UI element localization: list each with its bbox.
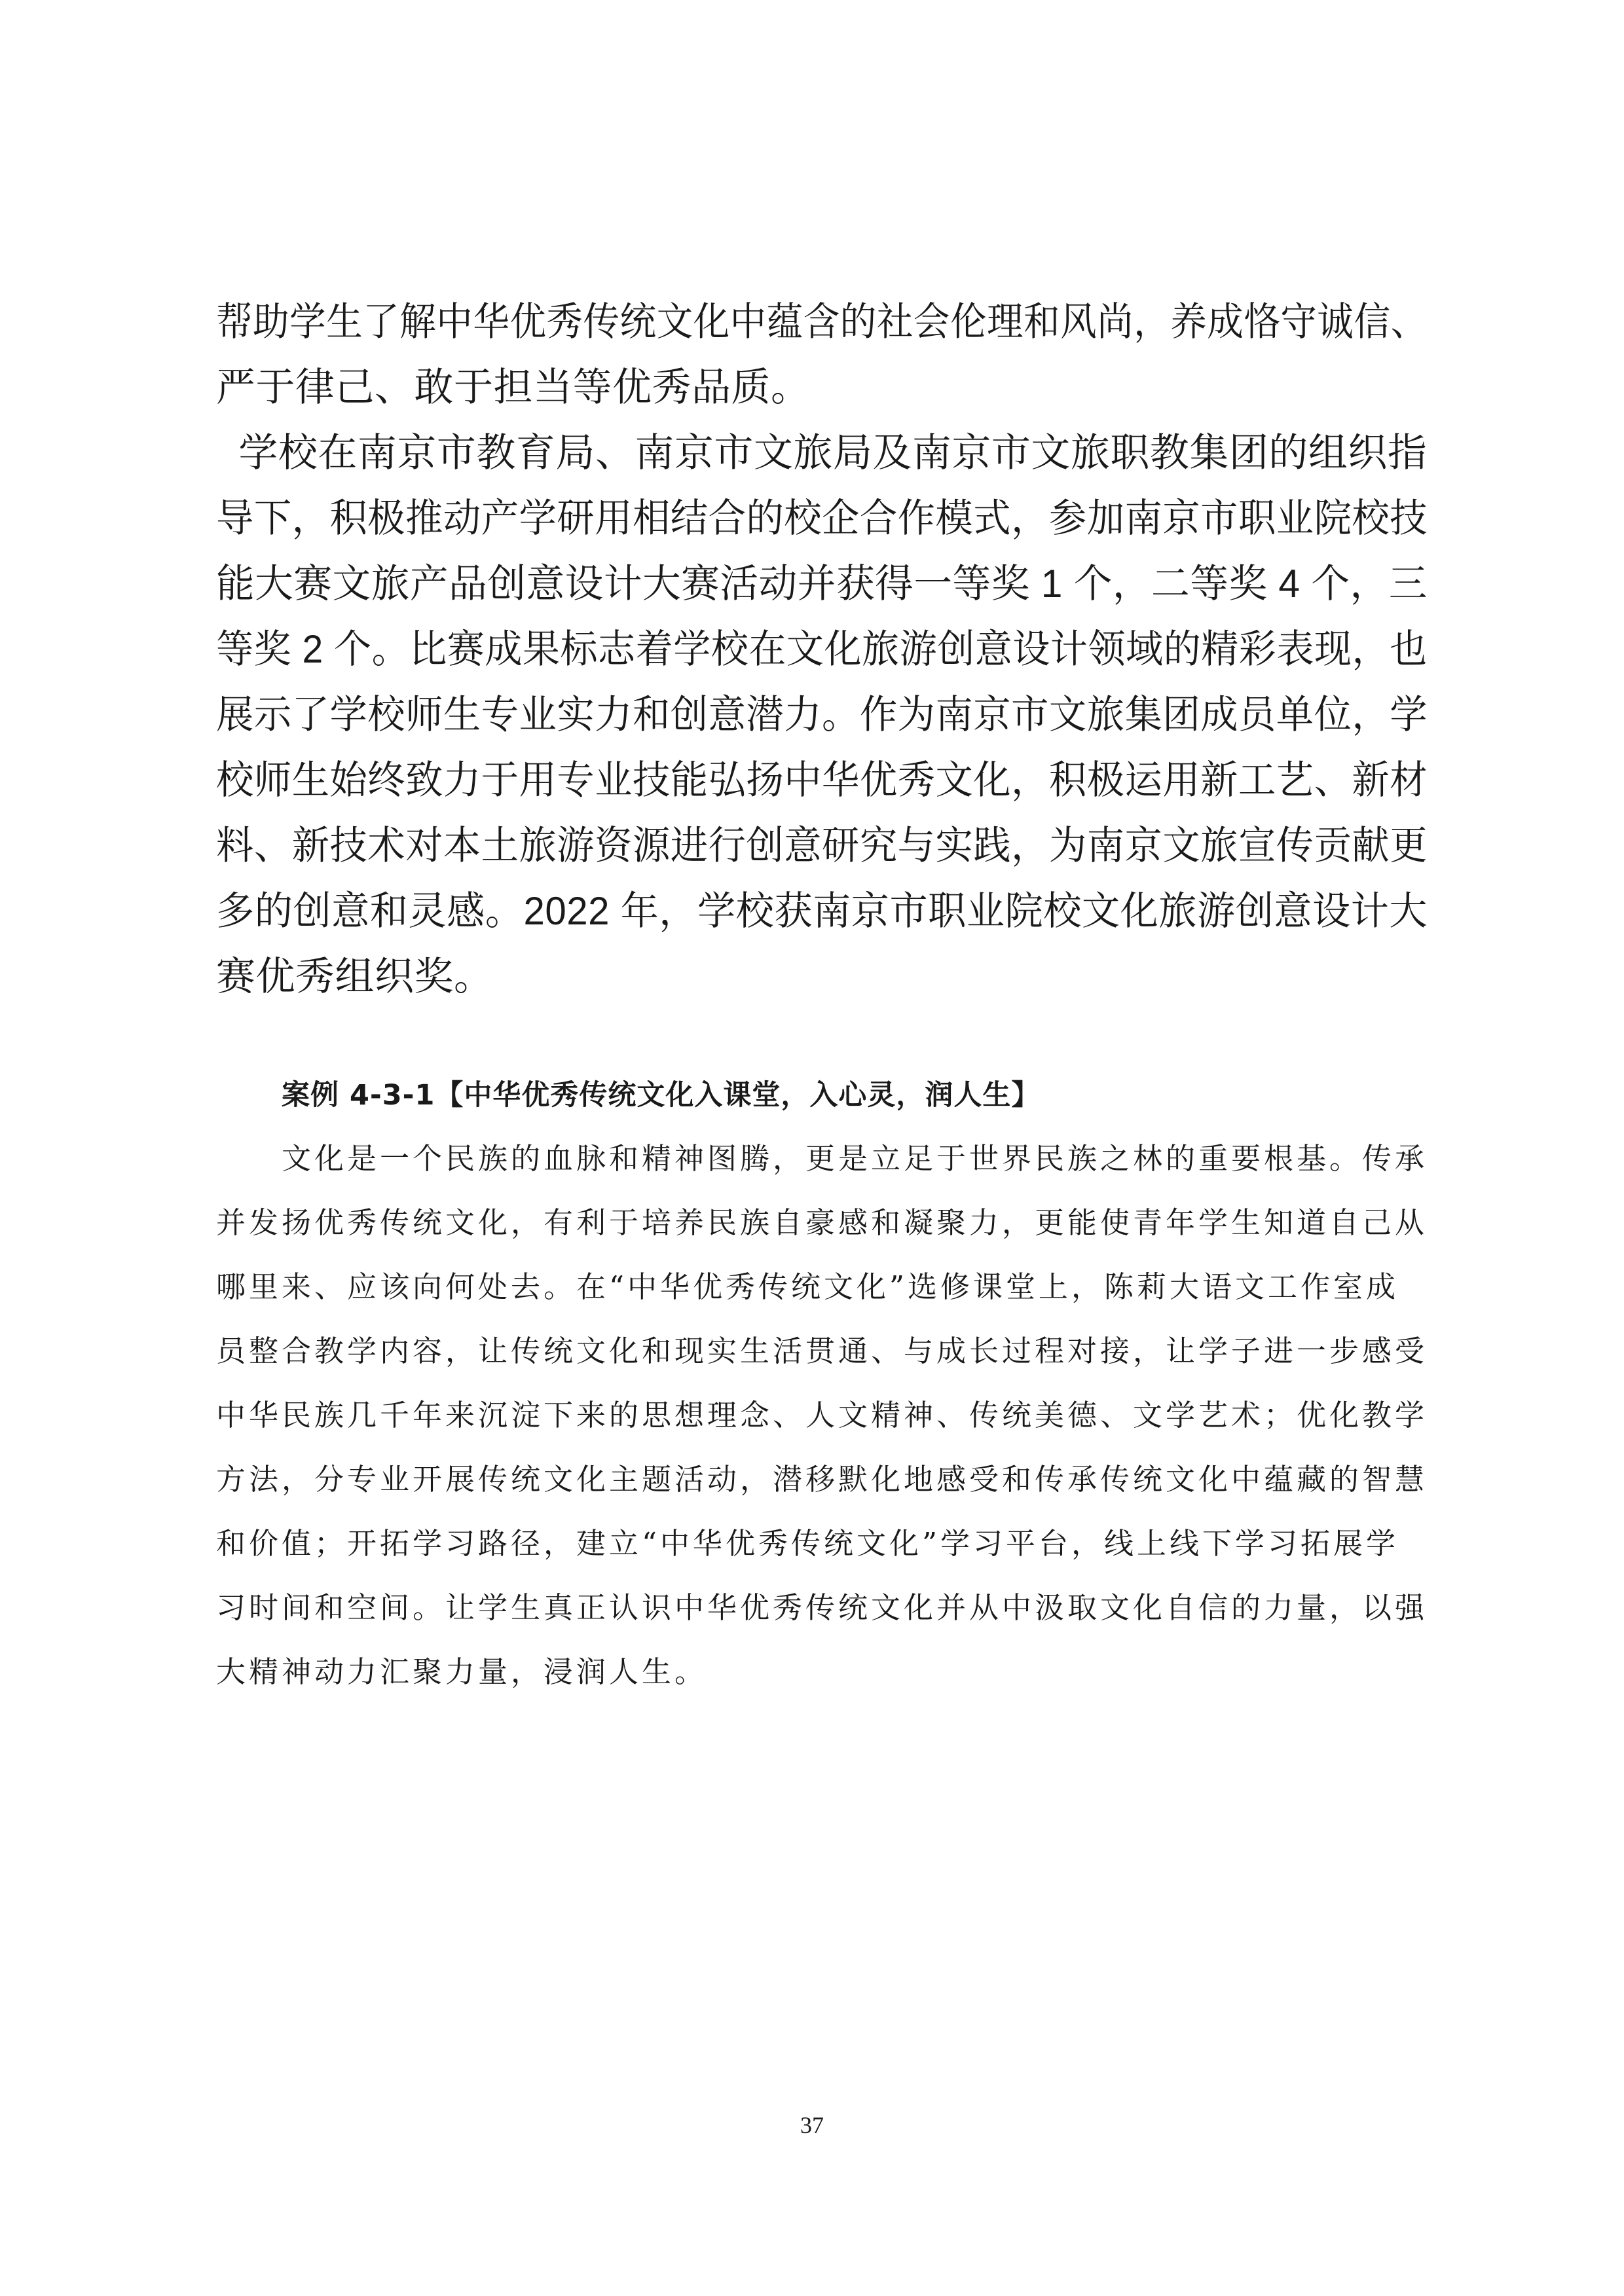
body-line: 导下，积极推动产学研用相结合的校企合作模式，参加南京市职业院校技: [216, 496, 1428, 540]
body-line: 学校在南京市教育局、南京市文旅局及南京市文旅职教集团的组织指: [216, 431, 1428, 475]
case-line: 中华民族几千年来沉淀下来的思想理念、人文精神、传统美德、文学艺术；优化教学: [216, 1398, 1428, 1432]
case-line: 文化是一个民族的血脉和精神图腾，更是立足于世界民族之林的重要根基。传承: [282, 1141, 1428, 1176]
case-line: 和价值；开拓学习路径，建立“中华优秀传统文化”学习平台，线上线下学习拓展学: [216, 1526, 1399, 1561]
case-line: 大精神动力汇聚力量，浸润人生。: [216, 1654, 708, 1689]
case-line: 方法，分专业开展传统文化主题活动，潜移默化地感受和传承传统文化中蕴藏的智慧: [216, 1462, 1428, 1497]
body-line: 展示了学校师生专业实力和创意潜力。作为南京市文旅集团成员单位，学: [216, 693, 1428, 737]
body-line: 帮助学生了解中华优秀传统文化中蕴含的社会伦理和风尚，养成恪守诚信、: [216, 300, 1428, 344]
body-line: 料、新技术对本土旅游资源进行创意研究与实践，为南京文旅宣传贡献更: [216, 824, 1428, 867]
body-line: 多的创意和灵感。2022 年，学校获南京市职业院校文化旅游创意设计大: [216, 889, 1428, 933]
body-line: 严于律己、敢于担当等优秀品质。: [216, 365, 811, 409]
case-line: 并发扬优秀传统文化，有利于培养民族自豪感和凝聚力，更能使青年学生知道自己从: [216, 1205, 1428, 1240]
body-line: 能大赛文旅产品创意设计大赛活动并获得一等奖 1 个，二等奖 4 个，三: [216, 562, 1428, 606]
body-line: 校师生始终致力于用专业技能弘扬中华优秀文化，积极运用新工艺、新材: [216, 758, 1428, 802]
body-line: 等奖 2 个。比赛成果标志着学校在文化旅游创意设计领域的精彩表现，也: [216, 627, 1428, 671]
case-line: 习时间和空间。让学生真正认识中华优秀传统文化并从中汲取文化自信的力量，以强: [216, 1590, 1428, 1625]
case-line: 哪里来、应该向何处去。在“中华优秀传统文化”选修课堂上，陈莉大语文工作室成: [216, 1269, 1399, 1304]
case-title: 案例 4-3-1【中华优秀传统文化入课堂，入心灵，润人生】: [282, 1079, 1041, 1112]
body-line: 赛优秀组织奖。: [216, 955, 494, 998]
page-number: 37: [800, 2112, 824, 2138]
case-line: 员整合教学内容，让传统文化和现实生活贯通、与成长过程对接，让学子进一步感受: [216, 1334, 1428, 1368]
